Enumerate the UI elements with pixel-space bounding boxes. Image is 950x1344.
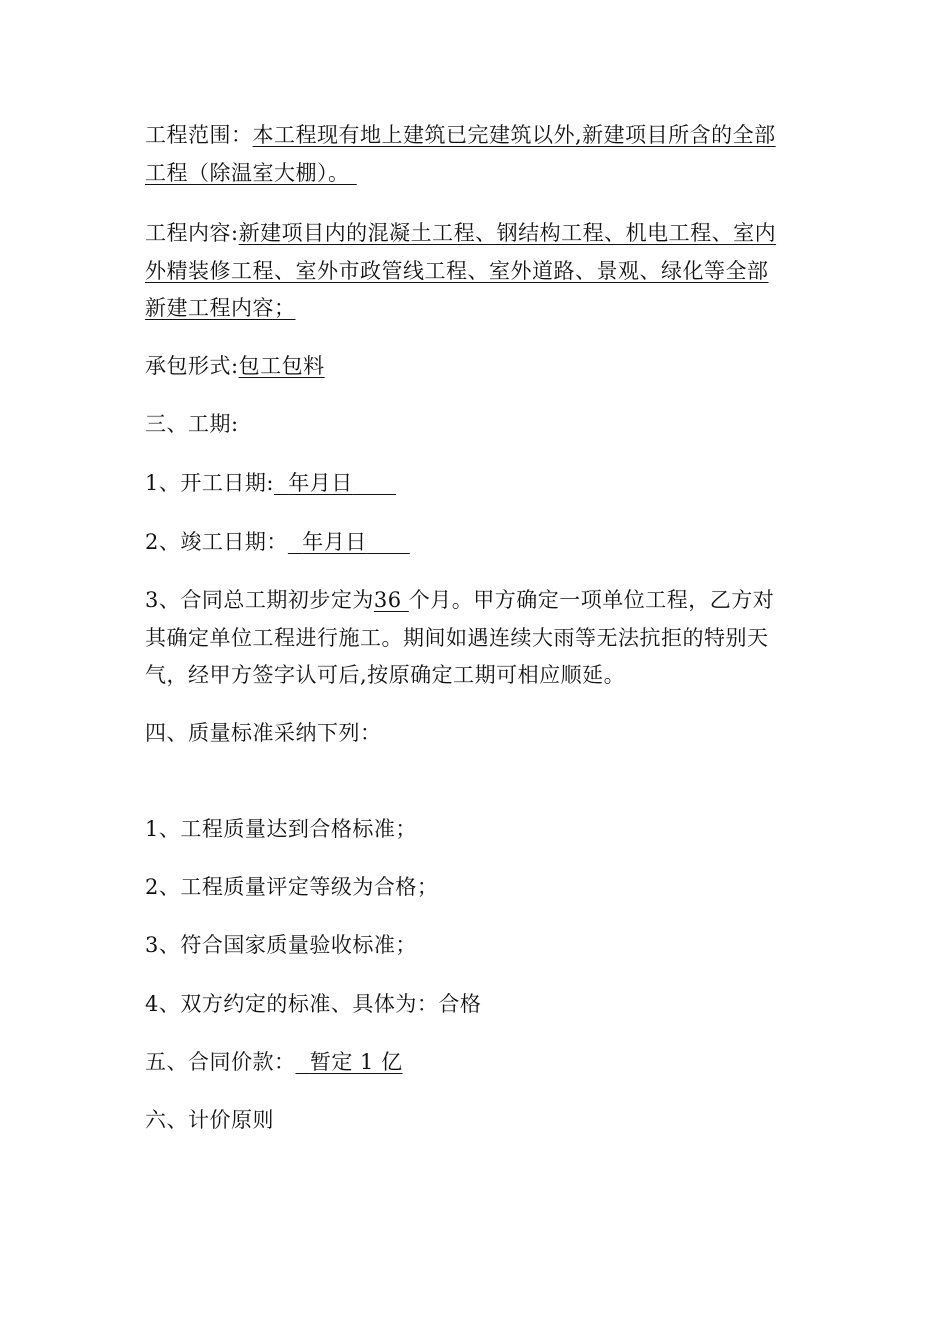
section6-heading — [145, 1103, 274, 1137]
end-date-line — [145, 525, 410, 559]
quality-item-3: 3、符合国家质量验收标准； — [145, 933, 417, 957]
content-label: 工程内容: — [145, 221, 239, 245]
start-date-label: 1、开工日期: — [145, 471, 274, 495]
quality-item-2: 2、工程质量评定等级为合格； — [145, 875, 439, 899]
section3-heading — [145, 407, 239, 441]
end-date-value: 年月日 — [302, 530, 367, 554]
scope-line-1 — [145, 118, 776, 152]
content-line-2 — [145, 254, 769, 288]
content-text-3: 新建工程内容； — [145, 296, 296, 320]
start-date-value: 年月日 — [288, 471, 353, 495]
total-period-text-3: 气，经甲方签字认可后,按原确定工期可相应顺延。 — [145, 663, 626, 687]
contract-price-label: 五、合同价款： — [145, 1050, 296, 1074]
total-period-line-2 — [145, 621, 769, 655]
total-period-months: 36 — [373, 588, 402, 612]
scope-line-2 — [145, 156, 357, 190]
contract-form-label: 承包形式: — [145, 354, 239, 378]
content-line-1 — [145, 216, 776, 250]
start-date-line — [145, 466, 396, 500]
scope-text-2: 工程（除温室大棚）。 — [145, 161, 350, 185]
section4-heading-text: 四、质量标准采纳下列： — [145, 721, 382, 745]
total-period-line-3 — [145, 658, 625, 692]
contract-price-line — [145, 1045, 403, 1079]
quality-item-1: 1、工程质量达到合格标准； — [145, 817, 417, 841]
content-text-1: 新建项目内的混凝土工程、钢结构工程、机电工程、室内 — [238, 221, 777, 245]
total-period-text-2: 其确定单位工程进行施工。期间如遇连续大雨等无法抗拒的特别天 — [145, 626, 769, 650]
total-period-suffix: 个月。甲方确定一项单位工程，乙方对 — [408, 588, 775, 612]
content-text-2: 外精装修工程、室外市政管线工程、室外道路、景观、绿化等全部 — [145, 259, 769, 283]
end-date-label: 2、竣工日期： — [145, 530, 288, 554]
total-period-line-1 — [145, 583, 774, 617]
scope-text-1: 本工程现有地上建筑已完建筑以外,新建项目所含的全部 — [252, 123, 776, 147]
section4-heading — [145, 716, 382, 750]
contract-price-value: 暂定 1 亿 — [309, 1050, 403, 1074]
contract-form-value: 包工包料 — [238, 354, 325, 378]
total-period-prefix: 3、合同总工期初步定为 — [145, 588, 374, 612]
content-line-3 — [145, 291, 296, 325]
section3-heading-text: 三、工期: — [145, 412, 239, 436]
scope-label: 工程范围： — [145, 123, 253, 147]
contract-form-line — [145, 349, 325, 383]
quality-item-4: 4、双方约定的标准、具体为：合格 — [145, 992, 482, 1016]
section6-heading-text: 六、计价原则 — [145, 1108, 274, 1132]
